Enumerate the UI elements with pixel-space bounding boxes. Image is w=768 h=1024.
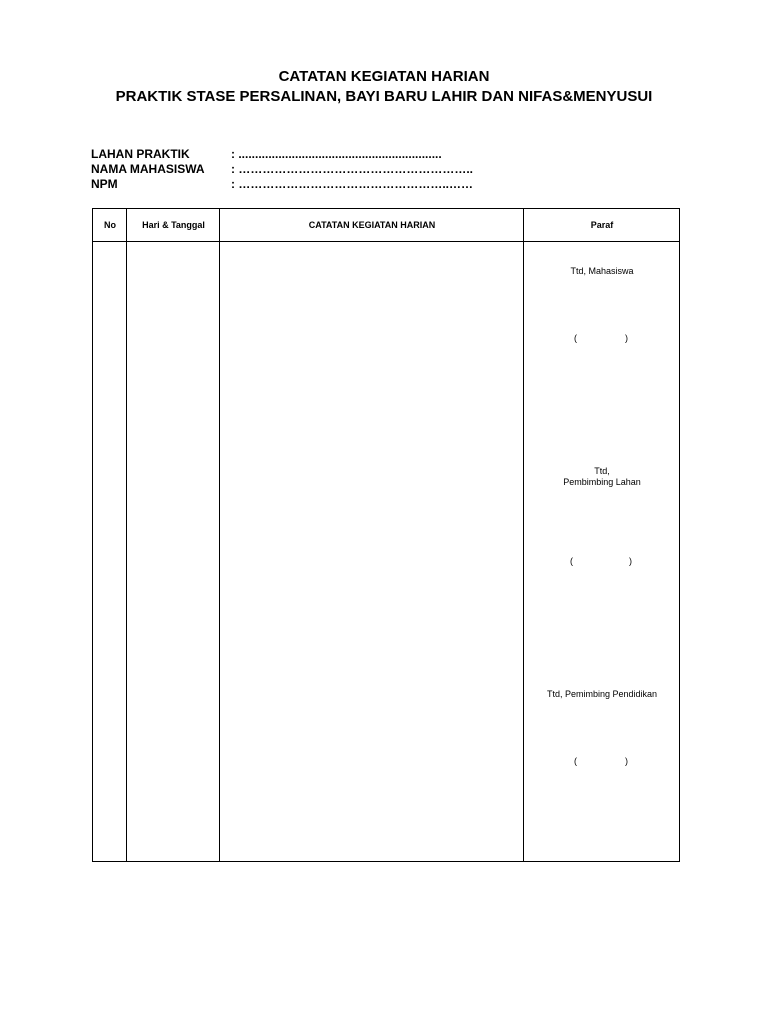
signature-mahasiswa-label: Ttd, Mahasiswa <box>570 266 634 276</box>
lahan-praktik-label: LAHAN PRAKTIK <box>91 147 190 161</box>
signature-lahan-close-paren: ) <box>629 556 632 566</box>
header-no: No <box>104 220 116 230</box>
table-header-row <box>93 209 679 242</box>
nama-mahasiswa-field: : ………………………………………………….. <box>231 162 473 176</box>
signature-lahan-open-paren: ( <box>570 556 573 566</box>
column-divider-no <box>126 209 127 861</box>
header-hari-tanggal: Hari & Tanggal <box>142 220 205 230</box>
npm-label: NPM <box>91 177 118 191</box>
document-header <box>0 68 768 106</box>
nama-mahasiswa-label: NAMA MAHASISWA <box>91 162 205 176</box>
header-catatan: CATATAN KEGIATAN HARIAN <box>308 220 436 230</box>
info-row-lahan <box>91 147 691 162</box>
info-row-npm <box>91 177 691 192</box>
info-row-nama <box>91 162 691 177</box>
lahan-praktik-field: : ............................................................. <box>231 147 442 161</box>
column-divider-catatan <box>523 209 524 861</box>
header-paraf: Paraf <box>590 220 614 230</box>
column-divider-hari <box>219 209 220 861</box>
activity-log-table <box>92 208 680 862</box>
document-subtitle: PRAKTIK STASE PERSALINAN, BAYI BARU LAHIR DAN NIFAS&MENYUSUI <box>115 88 653 105</box>
signature-mahasiswa-close-paren: ) <box>625 333 628 343</box>
signature-lahan-label-line2: Pembimbing Lahan <box>563 477 641 487</box>
signature-mahasiswa-open-paren: ( <box>574 333 577 343</box>
student-info-section <box>91 147 691 192</box>
signature-pendidikan-label: Ttd, Pemimbing Pendidikan <box>546 689 658 699</box>
signature-lahan-label-line1: Ttd, <box>594 466 610 476</box>
signature-pendidikan-close-paren: ) <box>625 756 628 766</box>
signature-pendidikan-open-paren: ( <box>574 756 577 766</box>
npm-field: : ……………………………………………..…… <box>231 177 473 191</box>
document-title: CATATAN KEGIATAN HARIAN <box>278 68 490 85</box>
